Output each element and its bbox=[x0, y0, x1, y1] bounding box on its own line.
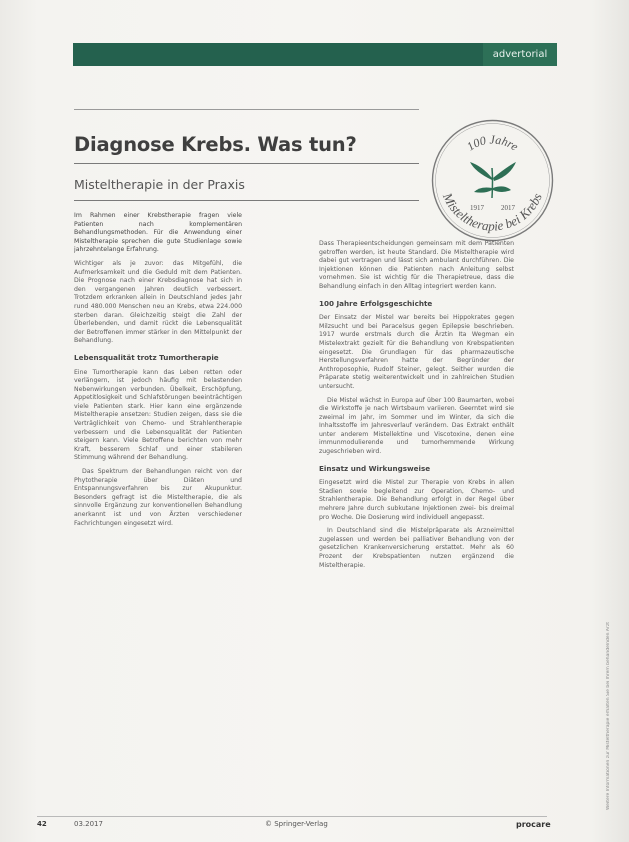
title-top-rule bbox=[74, 109, 419, 110]
section-heading: 100 Jahre Erfolgsgeschichte bbox=[319, 298, 433, 308]
seal-year-right: 2017 bbox=[501, 204, 515, 212]
publisher: © Springer-Verlag bbox=[265, 820, 328, 828]
footer-rule bbox=[37, 816, 547, 817]
body-paragraph: Die Mistel wächst in Europa auf über 100 Baumarten, wobei die Wirkstoffe je nach Wirtsbaum variieren. Geerntet wird sie zweimal im Jahr, im Sommer und im Winter, da sich die Inhaltsstoffe im Jahresverlauf verändern. Das Extrakt enthält unter anderem Mistellektine und Viscotoxine, denen eine immunmodulierende und tumorhemmende Wirkung zugeschrieben wird. bbox=[319, 396, 514, 456]
seal-bottom-text: Misteltherapie bei Krebs bbox=[440, 190, 545, 234]
seal-year-left: 1917 bbox=[470, 204, 484, 212]
body-paragraph: Eine Tumortherapie kann das Leben retten oder verlängern, ist jedoch häufig mit belastenden Nebenwirkungen verbunden. Übelkeit, Erschöpfung, Appetitlosigkeit und Schlafstörungen beeinträchtigen viele Patienten stark. Hier kann eine ergänzende Misteltherapie ansetzen: Studien zeigen, dass sie die Verträglichkeit von Chemo- und Strahlentherapie verbessern und die Lebensqualität der Patienten steigern kann. Viele Betroffene berichten von mehr Kraft, besserem Schlaf und einer stabileren Stimmung während der Behandlung. bbox=[74, 368, 242, 462]
side-note: Weitere Informationen zur Misteltherapie erhalten Sie bei Ihrem behandelnden Arzt bbox=[606, 622, 611, 810]
intro-paragraph: Im Rahmen einer Krebstherapie fragen viele Patienten nach komplementären Behandlungsmethoden. Für die Anwendung einer Misteltherapie sprechen die gute Studienlage sowie jahrzehntelange Erfahrung. bbox=[74, 212, 242, 254]
seal-top-text: 100 Jahre bbox=[464, 132, 521, 154]
body-paragraph: In Deutschland sind die Mistelpräparate als Arzneimittel zugelassen und werden bei palliativer Behandlung von der gesetzlichen Krankenversicherung erstattet. Mehr als 60 Prozent der Krebspatienten nutzen ergänzend die Misteltherapie. bbox=[319, 527, 514, 569]
body-paragraph: Das Spektrum der Behandlungen reicht von der Phytotherapie über Diäten und Entspannungsverfahren bis zur Akupunktur. Besonders gefragt ist die Misteltherapie, die als sinnvolle Ergänzung zur konventionellen Behandlung anerkannt ist und von Ärzten verschiedener Fachrichtungen eingesetzt wird. bbox=[74, 468, 242, 527]
right-column bbox=[319, 240, 514, 812]
section-heading: Einsatz und Wirkungsweise bbox=[319, 463, 431, 473]
anniversary-seal bbox=[430, 118, 555, 243]
left-column bbox=[74, 212, 242, 812]
subtitle-underline bbox=[74, 200, 419, 201]
body-paragraph: Wichtiger als je zuvor: das Mitgefühl, die Aufmerksamkeit und die Geduld mit dem Patienten. Die Prognose nach einer Krebsdiagnose hat sich in den vergangenen Jahren deutlich verbessert. Trotzdem erkranken allein in Deutschland jedes Jahr rund 480.000 Menschen neu an Krebs, etwa 224.000 sterben daran. Gleichzeitig steigt die Zahl der Überlebenden, und damit rückt die Lebensqualität der Betroffenen immer stärker in den Mittelpunkt der Behandlung. bbox=[74, 259, 242, 345]
article-subtitle: Misteltherapie in der Praxis bbox=[74, 177, 245, 192]
magazine-name: procare bbox=[516, 820, 551, 829]
advertorial-label: advertorial bbox=[483, 43, 557, 66]
body-paragraph: Der Einsatz der Mistel war bereits bei Hippokrates gegen Milzsucht und bei Paracelsus gegen Epilepsie beschrieben. 1917 wurde erstmals durch die Ärztin Ita Wegman ein Mistelextrakt gezielt für die Behandlung von Krebspatienten eingesetzt. Die Grundlagen für das pharmazeutische Herstellungsverfahren hatte der Begründer der Anthroposophie, Rudolf Steiner, gelegt. Seither wurden die Präparate stetig weiterentwickelt und in zahlreichen Studien untersucht. bbox=[319, 314, 514, 390]
article-title: Diagnose Krebs. Was tun? bbox=[74, 133, 357, 156]
title-underline bbox=[74, 163, 419, 164]
issue-date: 03.2017 bbox=[74, 820, 103, 828]
body-paragraph: Eingesetzt wird die Mistel zur Therapie von Krebs in allen Stadien sowie begleitend zur Operation, Chemo- und Strahlentherapie. Die Behandlung erfolgt in der Regel über mehrere Jahre durch subkutane Injektionen zwei- bis dreimal pro Woche. Die Dosierung wird individuell angepasst. bbox=[319, 479, 514, 521]
section-heading: Lebensqualität trotz Tumortherapie bbox=[74, 352, 219, 362]
header-band bbox=[73, 43, 483, 66]
body-paragraph: Dass Therapieentscheidungen gemeinsam mit dem Patienten getroffen werden, ist heute Standard. Die Misteltherapie wird dabei gut vertragen und lässt sich ambulant durchführen. Die Injektionen können die Patienten nach Anleitung selbst vornehmen. Sie ist wichtig für die Therapietreue, dass die Behandlung einfach in den Alltag integriert werden kann. bbox=[319, 240, 514, 290]
page-number: 42 bbox=[37, 820, 47, 828]
